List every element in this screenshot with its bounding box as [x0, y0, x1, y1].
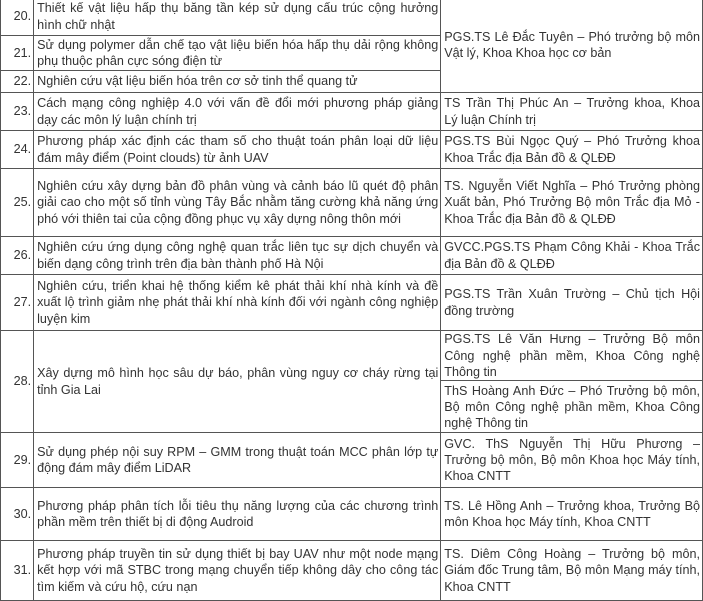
project-lead: GVCC.PGS.TS Phạm Công Khải - Khoa Trắc địa Bản đồ & QLĐĐ	[441, 237, 703, 275]
project-lead: TS. Diêm Công Hoàng – Trưởng bộ môn, Giám đốc Trung tâm, Bộ môn Mạng máy tính, Khoa CNTT	[441, 541, 703, 601]
project-title: Nghiên cứu vật liệu biến hóa trên cơ sở tinh thể quang tử	[34, 71, 441, 93]
table-row	[1, 331, 703, 433]
project-lead: PGS.TS Trần Xuân Trường – Chủ tịch Hội đồng trường	[441, 275, 703, 331]
project-lead: TS. Nguyễn Viết Nghĩa – Phó Trưởng phòng Xuất bản, Phó Trưởng Bộ môn Trắc địa Mỏ - Khoa Trắc địa Bản đồ & QLĐĐ	[441, 169, 703, 237]
table-row	[1, 433, 703, 488]
project-lead: TS Trần Thị Phúc An – Trưởng khoa, Khoa Lý luận Chính trị	[441, 93, 703, 131]
project-title: Nghiên cứu, triển khai hệ thống kiểm kê phát thải khí nhà kính và đề xuất lộ trình giảm nhẹ phát thải khí nhà kính đối với ngành công nghiệp luyện kim	[34, 275, 441, 331]
project-title: Sử dụng polymer dẫn chế tạo vật liệu biến hóa hấp thụ dải rộng không phụ thuộc phân cực sóng điện từ	[34, 36, 441, 71]
table-row	[1, 131, 703, 169]
project-title: Phương pháp truyền tin sử dụng thiết bị bay UAV như một node mạng kết hợp với mã STBC trong mạng chuyển tiếp không dây cho công tác tìm kiếm và cứu hộ, cứu nạn	[34, 541, 441, 601]
table-row	[1, 237, 703, 275]
project-title: Xây dựng mô hình học sâu dự báo, phân vùng nguy cơ cháy rừng tại tỉnh Gia Lai	[34, 331, 441, 433]
project-title: Phương pháp xác định các tham số cho thuật toán phân loại dữ liệu đám mây điểm (Point clouds) từ ảnh UAV	[34, 131, 441, 169]
project-title: Sử dụng phép nội suy RPM – GMM trong thuật toán MCC phân lớp tự động đám mây điểm LiDAR	[34, 433, 441, 488]
table-row	[1, 0, 703, 36]
project-lead: PGS.TS Lê Đắc Tuyên – Phó trưởng bộ môn Vật lý, Khoa Khoa học cơ bản	[441, 0, 703, 93]
table-row	[1, 275, 703, 331]
row-number: 31.	[1, 541, 34, 601]
table-row	[1, 93, 703, 131]
project-title: Cách mạng công nghiệp 4.0 với vấn đề đổi mới phương pháp giảng dạy các môn lý luận chính trị	[34, 93, 441, 131]
row-number: 23.	[1, 93, 34, 131]
project-lead: TS. Lê Hồng Anh – Trưởng khoa, Trưởng Bộ môn Khoa học Máy tính, Khoa CNTT	[441, 488, 703, 541]
project-title: Nghiên cứu xây dựng bản đồ phân vùng và cảnh báo lũ quét độ phân giải cao cho một số tỉnh vùng Tây Bắc nhằm tăng cường khả năng ứng phó với thiên tai của cộng đồng phục vụ xây dựng nông thôn mới	[34, 169, 441, 237]
project-title: Nghiên cứu ứng dụng công nghệ quan trắc liên tục sự dịch chuyển và biến dạng công trình trên địa bàn thành phố Hà Nội	[34, 237, 441, 275]
table-row	[1, 169, 703, 237]
project-lead-primary: PGS.TS Lê Văn Hưng – Trưởng Bộ môn Công nghệ phần mềm, Khoa Công nghệ Thông tin	[444, 332, 700, 379]
row-number: 29.	[1, 433, 34, 488]
project-lead: GVC. ThS Nguyễn Thị Hữu Phương – Trưởng bộ môn, Bộ môn Khoa học Máy tính, Khoa CNTT	[441, 433, 703, 488]
project-title: Thiết kế vật liệu hấp thụ băng tần kép sử dụng cấu trúc cộng hưởng hình chữ nhật	[34, 0, 441, 36]
row-number: 21.	[1, 36, 34, 71]
row-number: 26.	[1, 237, 34, 275]
row-number: 30.	[1, 488, 34, 541]
row-number: 28.	[1, 331, 34, 433]
project-lead-secondary: ThS Hoàng Anh Đức – Phó Trưởng bộ môn, Bộ môn Công nghệ phần mềm, Khoa Công nghệ Thông tin	[441, 380, 702, 432]
row-number: 27.	[1, 275, 34, 331]
project-title: Phương pháp phân tích lỗi tiêu thụ năng lượng của các chương trình phần mềm trên thiết bị di động Audroid	[34, 488, 441, 541]
project-lead	[441, 331, 703, 433]
table-row	[1, 488, 703, 541]
row-number: 20.	[1, 0, 34, 36]
row-number: 22.	[1, 71, 34, 93]
row-number: 25.	[1, 169, 34, 237]
table-row	[1, 541, 703, 601]
project-lead: PGS.TS Bùi Ngọc Quý – Phó Trưởng khoa Khoa Trắc địa Bản đồ & QLĐĐ	[441, 131, 703, 169]
row-number: 24.	[1, 131, 34, 169]
